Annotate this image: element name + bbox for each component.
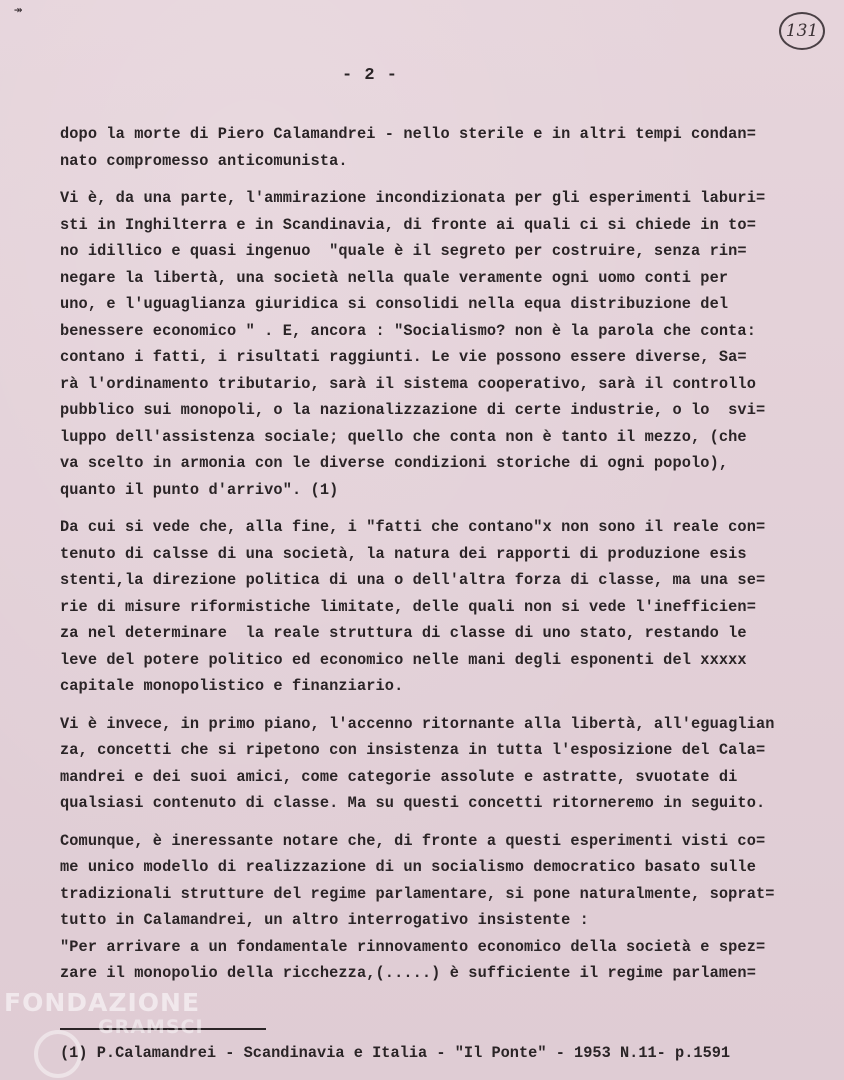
text-line: rie di misure riformistiche limitate, delle quali non si vede l'inefficien= [60, 597, 756, 616]
text-line: tenuto di calsse di una società, la natura dei rapporti di produzione esis [60, 544, 747, 563]
text-line: stenti,la direzione politica di una o dell'altra forza di classe, ma una se= [60, 571, 766, 589]
watermark-subtext: GRAMSCI [98, 1016, 204, 1038]
paragraph-2 [60, 185, 830, 503]
text-line: contano i fatti, i risultati raggiunti. Le vie possono essere diverse, Sa= [60, 348, 747, 366]
text-line: quanto il punto d'arrivo". (1) [60, 480, 339, 499]
watermark-logo-icon [34, 1030, 82, 1078]
text-line: za nel determinare la reale struttura di classe di uno stato, restando le [60, 624, 747, 642]
text-line: va scelto in armonia con le diverse condizioni storiche di ogni popolo), [60, 454, 729, 472]
text-line: Vi è, da una parte, l'ammirazione incondizionata per gli esperimenti laburi= [60, 189, 766, 207]
text-line: "Per arrivare a un fondamentale rinnovamento economico della società e spez= [60, 937, 766, 956]
text-line: no idillico e quasi ingenuo "quale è il segreto per costruire, senza rin= [60, 242, 747, 260]
paragraph-1 [60, 121, 830, 174]
text-line: pubblico sui monopoli, o la nazionalizzazione di certe industrie, o lo svi= [60, 401, 766, 419]
text-line: Vi è invece, in primo piano, l'accenno ritornante alla libertà, all'eguaglian [60, 714, 775, 733]
text-line: dopo la morte di Piero Calamandrei - nello sterile e in altri tempi condan= [60, 125, 756, 143]
archive-number-stamp: 131 [779, 12, 825, 50]
text-line: sti in Inghilterra e in Scandinavia, di fronte ai quali ci si chiede in to= [60, 215, 756, 234]
paragraph-5 [60, 828, 830, 987]
text-line: Comunque, è ineressante notare che, di fronte a questi esperimenti visti co= [60, 831, 766, 850]
text-line: zare il monopolio della ricchezza,(.....) è sufficiente il regime parlamen= [60, 964, 756, 982]
text-line: mandrei e dei suoi amici, come categorie assolute e astratte, svuotate di [60, 767, 738, 786]
watermark-text: FONDAZIONE [4, 988, 201, 1017]
page-number: - 2 - [341, 66, 398, 85]
text-line: rà l'ordinamento tributario, sarà il sistema cooperativo, sarà il controllo [60, 374, 756, 393]
text-line: uno, e l'uguaglianza giuridica si consolidi nella equa distribuzione del [60, 295, 729, 313]
text-line: negare la libertà, una società nella quale veramente ogni uomo conti per [60, 268, 729, 287]
corner-mark: ↠ [14, 3, 23, 19]
text-line: luppo dell'assistenza sociale; quello che conta non è tanto il mezzo, (che [60, 427, 747, 446]
paragraph-4 [60, 711, 830, 817]
text-line: za, concetti che si ripetono con insistenza in tutta l'esposizione del Cala= [60, 741, 766, 759]
footnote: (1) P.Calamandrei - Scandinavia e Italia - "Il Ponte" - 1953 N.11- p.1591 [60, 1044, 731, 1062]
text-line: benessere economico " . E, ancora : "Socialismo? non è la parola che conta: [60, 321, 756, 340]
document-body [60, 121, 830, 998]
text-line: tutto in Calamandrei, un altro interrogativo insistente : [60, 911, 589, 929]
text-line: nato compromesso anticomunista. [60, 151, 348, 170]
text-line: me unico modello di realizzazione di un socialismo democratico basato sulle [60, 858, 756, 876]
text-line: qualsiasi contenuto di classe. Ma su questi concetti ritorneremo in seguito. [60, 794, 766, 812]
text-line: tradizionali strutture del regime parlamentare, si pone naturalmente, soprat= [60, 884, 775, 903]
text-line: capitale monopolistico e finanziario. [60, 677, 404, 695]
paragraph-3 [60, 514, 830, 700]
text-line: Da cui si vede che, alla fine, i "fatti che contano"x non sono il reale con= [60, 518, 766, 536]
text-line: leve del potere politico ed economico nelle mani degli esponenti del xxxxx [60, 650, 747, 669]
